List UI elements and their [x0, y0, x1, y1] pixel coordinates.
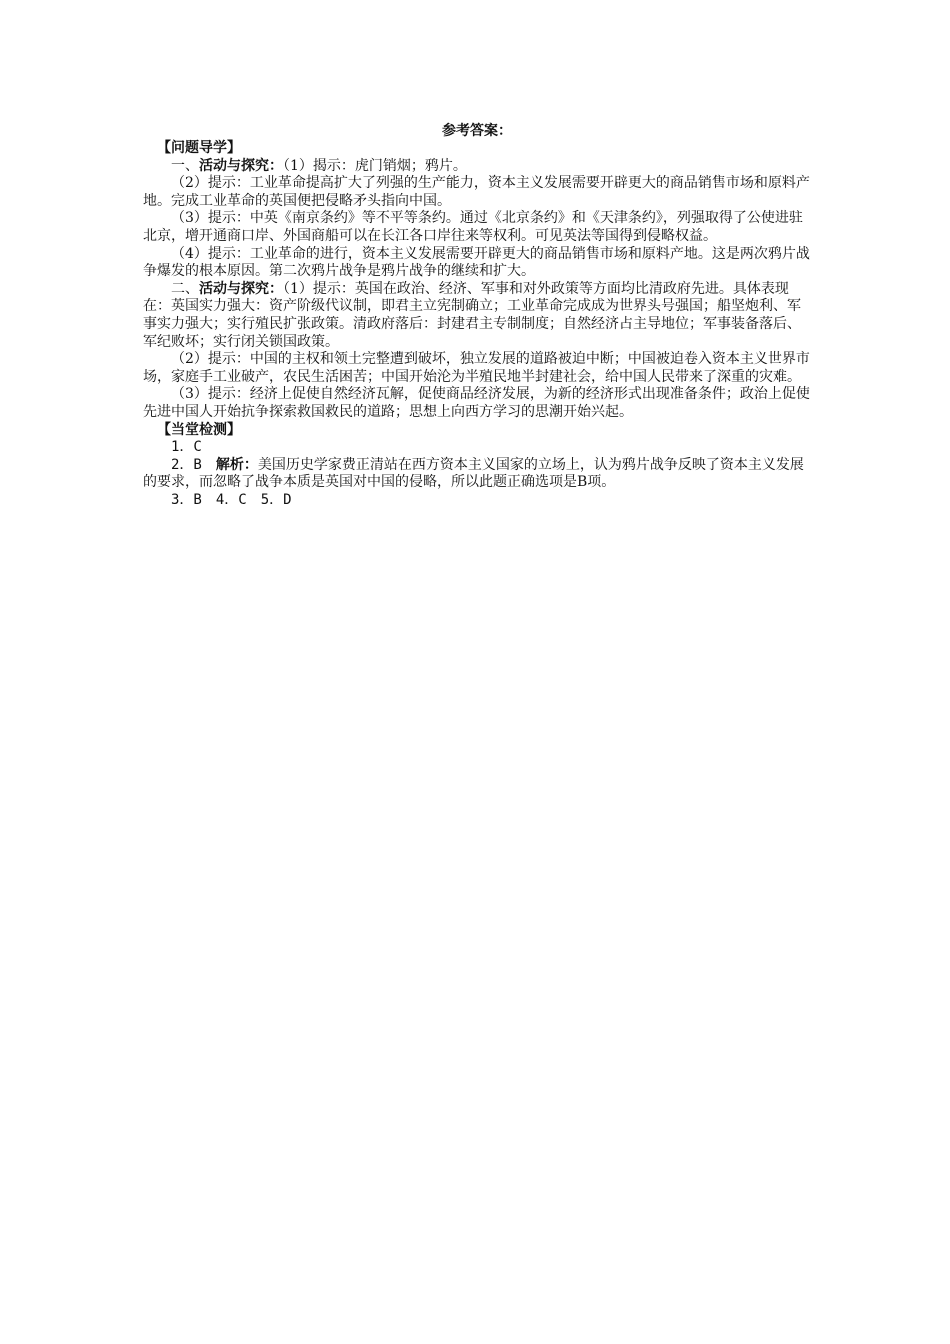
part1-heading: [143, 158, 811, 176]
part1-answer-3: （3）提示：中英《南京条约》等不平等条约。通过《北京条约》和《天津条约》，列强取得了公使进驻北京，增开通商口岸、外国商船可以在长江各口岸往来等权利。可见英法等国得到侵略权益。: [143, 210, 803, 244]
part2-answer-2: （2）提示：中国的主权和领土完整遭到破坏，独立发展的道路被迫中断；中国被迫卷入资本主义世界市场，家庭手工业破产，农民生活困苦；中国开始沦为半殖民地半封建社会，给中国人民带来了深重的灾难。: [143, 351, 810, 385]
part1-answer-1: （1）揭示：虎门销烟；鸦片。: [283, 157, 467, 174]
check-answer-3-5: 3．B 4．C 5．D: [171, 491, 292, 508]
part2-bold-label: 活动与探究：: [199, 280, 283, 297]
check-answer-2: [143, 457, 811, 492]
check-answer-2-prefix: 2．B: [171, 456, 216, 473]
part1-bold-label: 活动与探究：: [199, 157, 283, 174]
part1-answer-4: （4）提示：工业革命的进行，资本主义发展需要开辟更大的商品销售市场和原料产地。这是两次鸦片战争爆发的根本原因。第二次鸦片战争是鸦片战争的继续和扩大。: [143, 245, 810, 280]
check-answer-2-label: 解析：: [215, 456, 258, 473]
check-answer-1: 1．C: [171, 439, 202, 456]
part2-answer-3: （3）提示：经济上促使自然经济瓦解，促使商品经济发展，为新的经济形式出现准备条件；政治上促使先进中国人开始抗争探索救国救民的道路；思想上向西方学习的思潮开始兴起。: [143, 386, 810, 420]
section-heading-check: 【当堂检测】: [157, 421, 241, 438]
part2-prefix: 二、: [171, 280, 199, 297]
part1-prefix: 一、: [171, 157, 199, 174]
part2-heading: [143, 281, 811, 351]
page-title: 参考答案：: [442, 123, 512, 139]
part1-answer-2: （2）提示：工业革命提高扩大了列强的生产能力，资本主义发展需要开辟更大的商品销售市场和原料产地。完成工业革命的英国便把侵略矛头指向中国。: [143, 175, 810, 209]
check-answer-2-text: 美国历史学家费正清站在西方资本主义国家的立场上，认为鸦片战争反映了资本主义发展的要求，而忽略了战争本质是英国对中国的侵略，所以此题正确选项是B项。: [143, 456, 804, 491]
part2-answer-1: （1）提示：英国在政治、经济、军事和对外政策等方面均比清政府先进。具体表现在：英国实力强大：资产阶级代议制，即君主立宪制确立；工业革命完成成为世界头号强国；船坚炮利、军事实力强大；实行殖民扩张政策。清政府落后：封建君主专制制度；自然经济占主导地位；军事装备落后、军纪败坏；实行闭关锁国政策。: [143, 280, 801, 350]
section-heading-guide: 【问题导学】: [157, 140, 241, 156]
answer-page: [143, 122, 811, 509]
